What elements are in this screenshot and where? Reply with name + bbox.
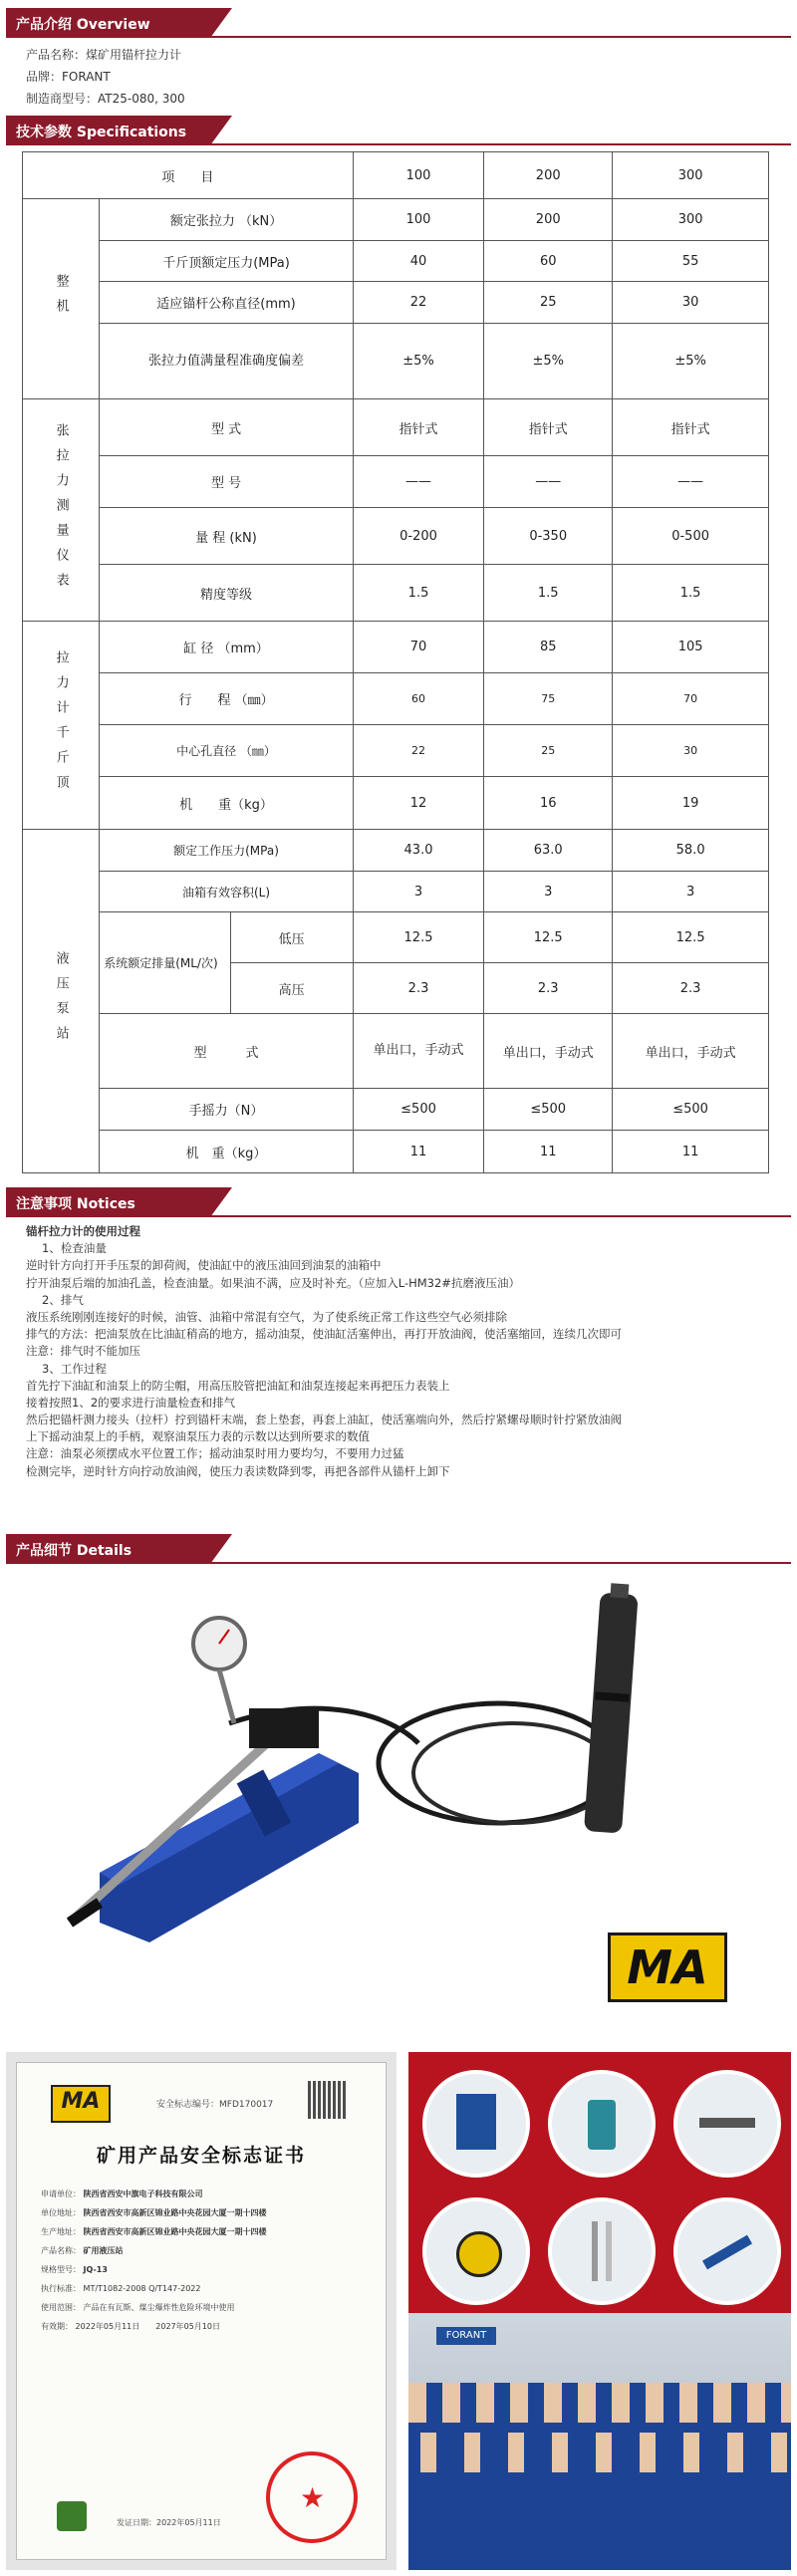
clamp-meter-icon bbox=[548, 2070, 656, 2178]
details-heading: 产品细节 Details bbox=[16, 1543, 133, 1559]
table-row: 行 程 （㎜） 60 75 70 bbox=[23, 673, 769, 725]
group-jack: 拉力计千斤顶 bbox=[23, 622, 100, 830]
list-item: 排气的方法：把油泵放在比油缸稍高的地方，摇动油泵，使油缸活塞伸出，再打开放油阀，使活塞缩回，连续几次即可 bbox=[26, 1327, 622, 1342]
drill-bits-icon bbox=[548, 2197, 656, 2305]
safety-certificate bbox=[6, 2052, 397, 2570]
brand-sign: FORANT bbox=[436, 2327, 496, 2345]
list-item: 液压系统刚刚连接好的时候，油管、油箱中常混有空气，为了使系统正常工作这些空气必须排除 bbox=[26, 1309, 507, 1324]
overview-section-header bbox=[6, 8, 791, 38]
header-col-100: 100 bbox=[353, 152, 483, 199]
list-item: 2、排气 bbox=[42, 1292, 84, 1307]
table-row: 型 式 单出口，手动式 单出口，手动式 单出口，手动式 bbox=[23, 1014, 769, 1089]
list-item: 注意：油泵必须摆成水平位置工作；摇动油泵时用力要均匀，不要用力过猛 bbox=[26, 1446, 404, 1461]
list-item: 1、检查油量 bbox=[42, 1241, 107, 1256]
red-seal-icon: ★ bbox=[266, 2451, 358, 2543]
table-row: 拉力计千斤顶 缸 径 （mm） 70 85 105 bbox=[23, 622, 769, 673]
team-photo bbox=[408, 2313, 791, 2570]
list-item: 3、工作过程 bbox=[42, 1361, 107, 1376]
cert-fields: 申请单位： 陕西省西安中旗电子科技有限公司 单位地址： 陕西省西安市高新区锦业路中央花园大厦一期十四楼 生产地址： 陕西省西安市高新区锦业路中央花园大厦一期十四楼 产品名称： 矿用液压站 规格型号： JQ-13 执行标准： MT/T1082-2008 Q/T147-2022 使用范围： 产品在有瓦斯、煤尘爆炸性危险环境中使用 有效期： 2022年05月11日 2027年05月10日 bbox=[41, 2190, 267, 2331]
list-item: 首先拧下油缸和油泵上的防尘帽，用高压胶管把油缸和油泵连接起来再把压力表装上 bbox=[26, 1378, 450, 1393]
table-row: 机 重（kg） 12 16 19 bbox=[23, 777, 769, 830]
qr-code-icon bbox=[308, 2081, 346, 2119]
table-row: 型 号 —— —— —— bbox=[23, 456, 769, 508]
list-item: 注意：排气时不能加压 bbox=[26, 1344, 140, 1359]
notices-heading: 注意事项 Notices bbox=[16, 1196, 135, 1212]
table-row: 千斤顶额定压力(MPa) 40 60 55 bbox=[23, 241, 769, 282]
product-info bbox=[26, 44, 185, 110]
notices-title: 锚杆拉力计的使用过程 bbox=[26, 1224, 140, 1238]
ma-logo: MA bbox=[608, 1932, 727, 2002]
header-item: 项 目 bbox=[23, 152, 354, 199]
cert-badge-icon bbox=[57, 2501, 87, 2531]
pliers-icon bbox=[673, 2197, 781, 2305]
notices-list bbox=[26, 1223, 783, 1480]
list-item: 拧开油泵后端的加油孔盖，检查油量。如果油不满，应及时补充。（应加入L-HM32#抗磨液压油） bbox=[26, 1275, 520, 1290]
table-row: 油箱有效容积(L) 3 3 3 bbox=[23, 872, 769, 912]
group-pump: 液压泵站 bbox=[23, 830, 100, 1173]
model-row: 制造商型号：AT25-080, 300 bbox=[26, 92, 185, 106]
list-item: 然后把锚杆测力接头（拉杆）拧到锚杆末端，套上垫套，再套上油缸，使活塞端向外，然后拧紧螺母顺时针拧紧放油阀 bbox=[26, 1413, 622, 1427]
group-machine: 整机 bbox=[23, 199, 100, 399]
micrometer-icon bbox=[673, 2070, 781, 2178]
group-gauge: 张拉力测量仪表 bbox=[23, 399, 100, 622]
spec-table bbox=[22, 151, 769, 1173]
model-number: AT25-080, 300 bbox=[98, 92, 185, 106]
product-name-row: 产品名称：煤矿用锚杆拉力计 bbox=[26, 48, 182, 62]
list-item: 接着按照1、2的要求进行油量检查和排气 bbox=[26, 1395, 236, 1410]
overview-heading: 产品介绍 Overview bbox=[16, 17, 150, 33]
table-row: 张拉力值满量程准确度偏差 ±5% ±5% ±5% bbox=[23, 324, 769, 399]
table-row: 张拉力测量仪表 型 式 指针式 指针式 指针式 bbox=[23, 399, 769, 456]
table-row: 机 重（kg） 11 11 11 bbox=[23, 1131, 769, 1173]
details-section-header bbox=[6, 1534, 791, 1564]
tape-icon bbox=[422, 2197, 530, 2305]
product-name: 煤矿用锚杆拉力计 bbox=[86, 48, 182, 62]
table-row: 量 程 (kN) 0-200 0-350 0-500 bbox=[23, 508, 769, 565]
cert-ma-logo: MA bbox=[51, 2085, 111, 2123]
table-row: 精度等级 1.5 1.5 1.5 bbox=[23, 565, 769, 622]
product-photo bbox=[60, 1574, 757, 1962]
table-row: 液压泵站 额定工作压力(MPa) 43.0 63.0 58.0 bbox=[23, 830, 769, 872]
table-row: 中心孔直径 （㎜） 22 25 30 bbox=[23, 725, 769, 777]
header-col-200: 200 bbox=[484, 152, 613, 199]
specs-heading: 技术参数 Specifications bbox=[16, 125, 187, 140]
list-item: 检测完毕，逆时针方向拧动放油阀，使压力表读数降到零，再把各部件从锚杆上卸下 bbox=[26, 1463, 450, 1478]
tool-cabinet-icon bbox=[422, 2070, 530, 2178]
table-row: 适应锚杆公称直径(mm) 22 25 30 bbox=[23, 282, 769, 324]
notices-section-header bbox=[6, 1187, 791, 1217]
brand-name: FORANT bbox=[62, 70, 111, 84]
cert-number: 安全标志编号：MFD170017 bbox=[156, 2100, 274, 2110]
table-row: 整机 额定张拉力 （kN） 100 200 300 bbox=[23, 199, 769, 241]
cert-title: 矿用产品安全标志证书 bbox=[96, 2145, 306, 2167]
table-row: 系统额定排量(ML/次) 低压 12.5 12.5 12.5 bbox=[23, 912, 769, 963]
table-header-row bbox=[23, 152, 769, 199]
tools-collage bbox=[408, 2052, 791, 2313]
specs-section-header bbox=[6, 116, 791, 145]
cert-footer: 发证日期：2022年05月11日 bbox=[117, 2518, 221, 2527]
header-col-300: 300 bbox=[613, 152, 769, 199]
list-item: 逆时针方向打开手压泵的卸荷阀，使油缸中的液压油回到油泵的油箱中 bbox=[26, 1258, 382, 1273]
table-row: 手摇力（N） ≤500 ≤500 ≤500 bbox=[23, 1089, 769, 1131]
list-item: 上下摇动油泵上的手柄，观察油泵压力表的示数以达到所要求的数值 bbox=[26, 1429, 370, 1444]
brand-row: 品牌：FORANT bbox=[26, 70, 111, 84]
table-row: 高压 2.3 2.3 2.3 bbox=[23, 963, 769, 1014]
